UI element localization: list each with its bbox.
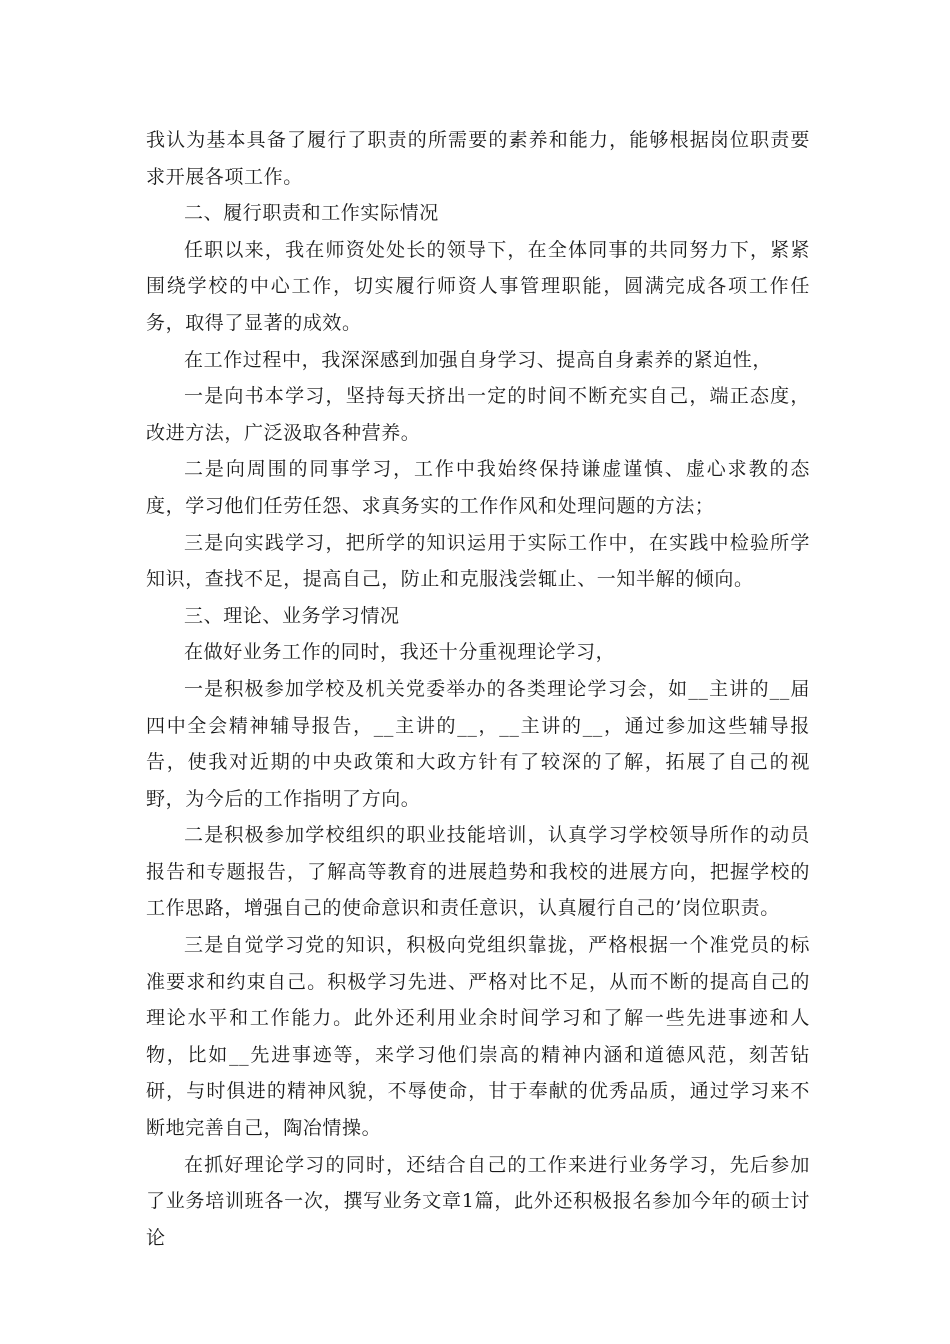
document-body (146, 122, 810, 1256)
paragraph-duty-summary: 任职以来，我在师资处处长的领导下，在全体同事的共同努力下，紧紧围绕学校的中心工作，切实履行师资人事管理职能，圆满完成各项工作任务，取得了显著的成效。 (146, 238, 810, 334)
paragraph-theory-intro: 在做好业务工作的同时，我还十分重视理论学习， (184, 641, 616, 664)
paragraph-learn-books: 一是向书本学习，坚持每天挤出一定的时间不断充实自己，端正态度，改进方法，广泛汲取各种营养。 (146, 385, 810, 444)
paragraph-urgency: 在工作过程中，我深深感到加强自身学习、提高自身素养的紧迫性， (184, 348, 773, 371)
paragraph-party-study: 三是自觉学习党的知识，积极向党组织靠拢，严格根据一个准党员的标准要求和约束自己。积极学习先进、严格对比不足，从而不断的提高自己的理论水平和工作能力。此外还利用业余时间学习和了解一些先进事迹和人物，比如__先进事迹等，来学习他们崇高的精神内涵和道德风范，刻苦钻研，与时俱进的精神风貌，不辱使命，甘于奉献的优秀品质，通过学习来不断地完善自己，陶冶情操。 (146, 934, 810, 1140)
paragraph-skills-training: 二是积极参加学校组织的职业技能培训，认真学习学校领导所作的动员报告和专题报告，了解高等教育的进展趋势和我校的进展方向，把握学校的工作思路，增强自己的使命意识和责任意识，认真履行自己的’岗位职责。 (146, 824, 810, 920)
paragraph-learn-practice: 三是向实践学习，把所学的知识运用于实际工作中，在实践中检验所学知识，查找不足，提高自己，防止和克服浅尝辄止、一知半解的倾向。 (146, 531, 810, 591)
paragraph-learn-colleagues: 二是向周围的同事学习，工作中我始终保持谦虚谨慎、虚心求教的态度，学习他们任劳任怨、求真务实的工作作风和处理问题的方法； (146, 458, 810, 517)
paragraph-theory-lectures: 一是积极参加学校及机关党委举办的各类理论学习会，如__主讲的__届四中全会精神辅导报告，__主讲的__，__主讲的__，通过参加这些辅导报告，使我对近期的中央政策和大政方针有了较深的了解，拓展了自己的视野，为今后的工作指明了方向。 (146, 677, 810, 810)
paragraph-business-study: 在抓好理论学习的同时，还结合自己的工作来进行业务学习，先后参加了业务培训班各一次，撰写业务文章1篇，此外还积极报名参加今年的硕士讨论 (146, 1153, 810, 1249)
paragraph-qualification: 我认为基本具备了履行了职责的所需要的素养和能力，能够根据岗位职责要求开展各项工作。 (146, 129, 810, 188)
heading-section-2: 二、履行职责和工作实际情况 (184, 202, 439, 225)
heading-section-3: 三、理论、业务学习情况 (184, 604, 400, 627)
